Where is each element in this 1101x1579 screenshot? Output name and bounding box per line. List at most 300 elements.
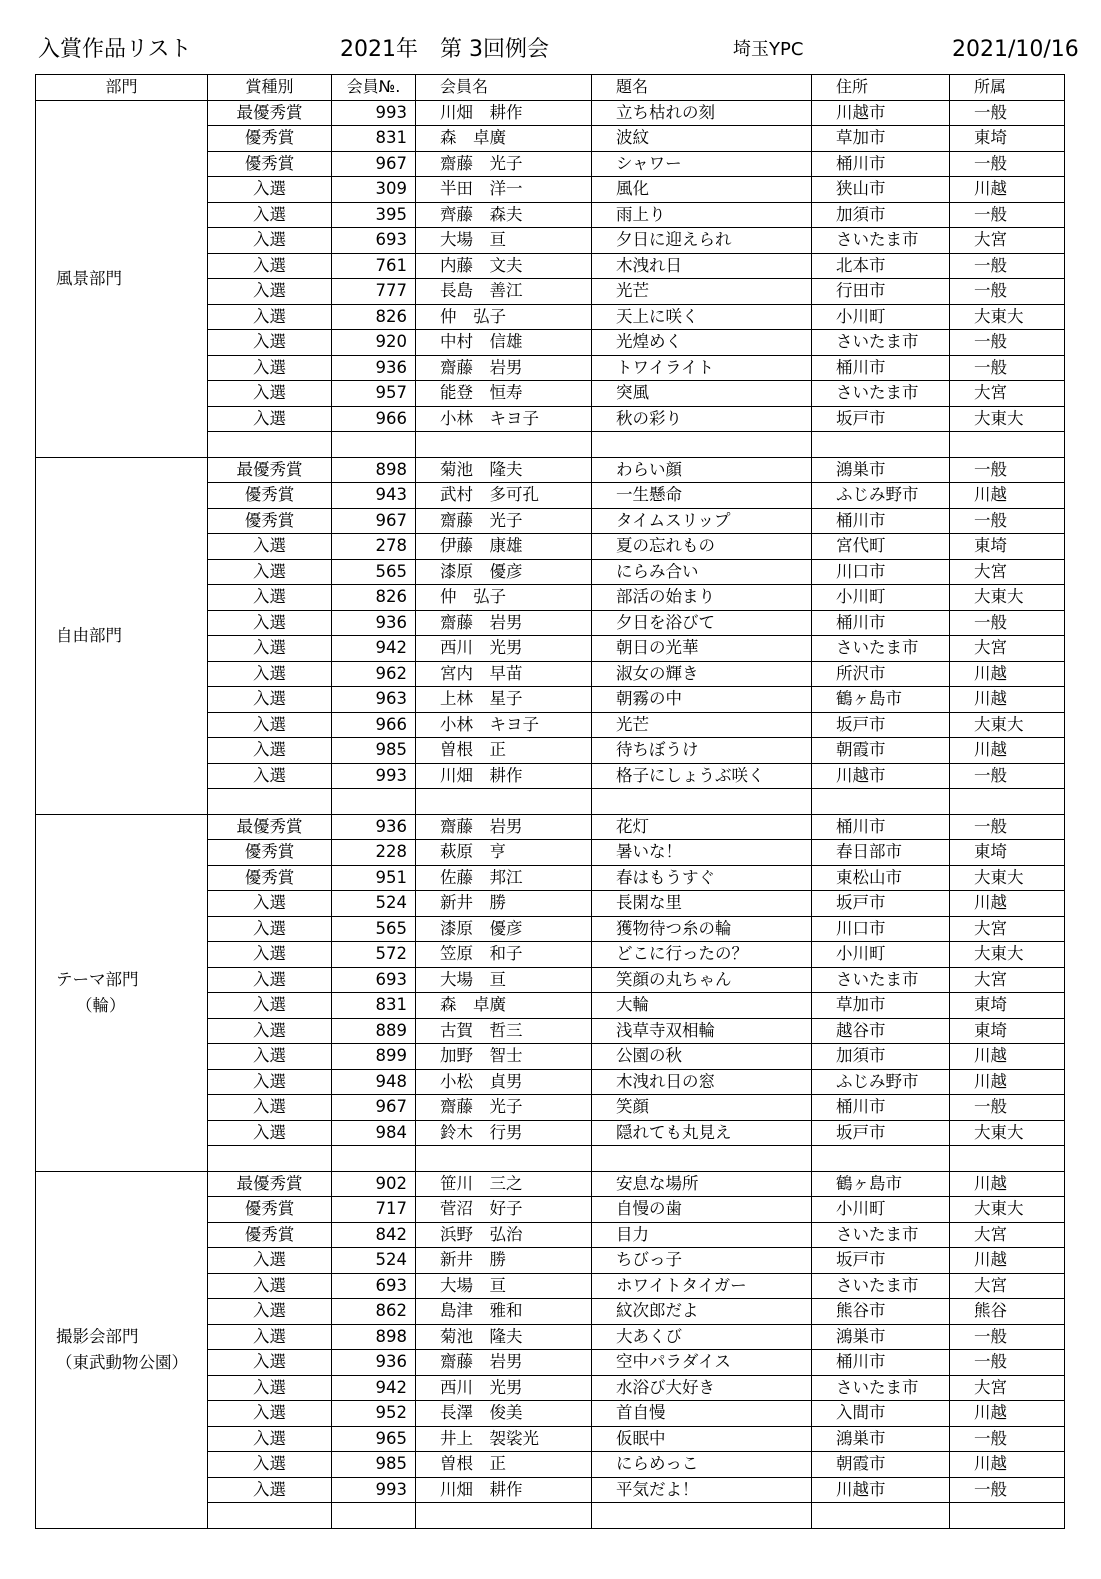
member-name: 佐藤 邦江 — [416, 865, 592, 891]
work-title: 目力 — [592, 1222, 812, 1248]
award-type: 入選 — [208, 1248, 332, 1274]
member-number: 572 — [332, 942, 416, 968]
table-row — [36, 814, 1065, 840]
member-address: 鴻巣市 — [812, 1426, 950, 1452]
member-number: 395 — [332, 202, 416, 228]
award-type: 入選 — [208, 1426, 332, 1452]
award-type: 入選 — [208, 967, 332, 993]
member-address: 桶川市 — [812, 610, 950, 636]
award-type: 入選 — [208, 1375, 332, 1401]
award-type: 入選 — [208, 1069, 332, 1095]
member-address: 小川町 — [812, 1197, 950, 1223]
member-number: 524 — [332, 1248, 416, 1274]
col-header-affiliation: 所属 — [950, 75, 1065, 101]
award-type: 入選 — [208, 942, 332, 968]
work-title: 夕日に迎えられ — [592, 228, 812, 254]
member-affiliation: 一般 — [950, 1477, 1065, 1503]
member-affiliation: 一般 — [950, 151, 1065, 177]
member-number: 278 — [332, 534, 416, 560]
col-header-member-name: 会員名 — [416, 75, 592, 101]
work-title: 夏の忘れもの — [592, 534, 812, 560]
member-address: ふじみ野市 — [812, 1069, 950, 1095]
member-number: 524 — [332, 891, 416, 917]
member-affiliation: 一般 — [950, 457, 1065, 483]
member-name: 大場 亘 — [416, 1273, 592, 1299]
col-header-title: 題名 — [592, 75, 812, 101]
work-title: 光煌めく — [592, 330, 812, 356]
member-affiliation: 一般 — [950, 279, 1065, 305]
member-name: 浜野 弘治 — [416, 1222, 592, 1248]
award-type: 入選 — [208, 1018, 332, 1044]
award-type: 入選 — [208, 738, 332, 764]
member-number: 693 — [332, 967, 416, 993]
award-type: 入選 — [208, 763, 332, 789]
award-type: 優秀賞 — [208, 840, 332, 866]
award-type: 優秀賞 — [208, 1222, 332, 1248]
member-affiliation: 川越 — [950, 891, 1065, 917]
member-affiliation: 大宮 — [950, 916, 1065, 942]
member-name — [416, 1503, 592, 1529]
member-address: 狭山市 — [812, 177, 950, 203]
member-address: 越谷市 — [812, 1018, 950, 1044]
member-address: 桶川市 — [812, 1350, 950, 1376]
member-name: 大場 亘 — [416, 228, 592, 254]
award-type: 入選 — [208, 228, 332, 254]
award-type: 入選 — [208, 891, 332, 917]
member-address: 小川町 — [812, 942, 950, 968]
award-type: 優秀賞 — [208, 508, 332, 534]
member-name: 笹川 三之 — [416, 1171, 592, 1197]
department-name: 自由部門 — [56, 625, 122, 645]
table-row — [36, 100, 1065, 126]
member-number: 826 — [332, 304, 416, 330]
award-type: 入選 — [208, 585, 332, 611]
member-number: 967 — [332, 508, 416, 534]
member-name: 菅沼 好子 — [416, 1197, 592, 1223]
member-affiliation: 東埼 — [950, 534, 1065, 560]
member-affiliation — [950, 432, 1065, 458]
member-affiliation: 一般 — [950, 253, 1065, 279]
work-title: 雨上り — [592, 202, 812, 228]
award-table — [35, 74, 1065, 1529]
work-title — [592, 1146, 812, 1172]
award-type: 入選 — [208, 687, 332, 713]
member-address: 入間市 — [812, 1401, 950, 1427]
member-address: 坂戸市 — [812, 1120, 950, 1146]
member-number: 902 — [332, 1171, 416, 1197]
member-number: 889 — [332, 1018, 416, 1044]
work-title: 淑女の輝き — [592, 661, 812, 687]
member-number: 952 — [332, 1401, 416, 1427]
department-name: 撮影会部門 — [56, 1326, 139, 1346]
member-address: 行田市 — [812, 279, 950, 305]
member-number: 965 — [332, 1426, 416, 1452]
member-name: 能登 恒寿 — [416, 381, 592, 407]
member-address: 熊谷市 — [812, 1299, 950, 1325]
member-affiliation: 大東大 — [950, 1197, 1065, 1223]
member-number: 962 — [332, 661, 416, 687]
member-address: 桶川市 — [812, 1095, 950, 1121]
member-name: 西川 光男 — [416, 1375, 592, 1401]
member-address: 桶川市 — [812, 151, 950, 177]
member-name: 菊池 隆夫 — [416, 457, 592, 483]
award-type: 入選 — [208, 355, 332, 381]
member-address: さいたま市 — [812, 1222, 950, 1248]
member-name: 齋藤 岩男 — [416, 610, 592, 636]
member-affiliation: 大東大 — [950, 942, 1065, 968]
award-type: 入選 — [208, 1299, 332, 1325]
member-address: 川口市 — [812, 916, 950, 942]
work-title: 笑顔の丸ちゃん — [592, 967, 812, 993]
member-affiliation — [950, 1503, 1065, 1529]
award-type: 優秀賞 — [208, 865, 332, 891]
member-address: 鶴ヶ島市 — [812, 687, 950, 713]
member-number: 948 — [332, 1069, 416, 1095]
work-title: 平気だよ！ — [592, 1477, 812, 1503]
member-affiliation: 大宮 — [950, 1375, 1065, 1401]
member-address: 鴻巣市 — [812, 1324, 950, 1350]
member-name: 菊池 隆夫 — [416, 1324, 592, 1350]
meeting-date: 2021/10/16 — [952, 37, 1079, 62]
work-title: 浅草寺双相輪 — [592, 1018, 812, 1044]
member-number: 936 — [332, 610, 416, 636]
member-affiliation: 一般 — [950, 1324, 1065, 1350]
member-affiliation: 川越 — [950, 1069, 1065, 1095]
member-affiliation: 熊谷 — [950, 1299, 1065, 1325]
member-number: 936 — [332, 1350, 416, 1376]
department-cell — [36, 1171, 208, 1528]
department-subtitle: （東武動物公園） — [56, 1352, 188, 1372]
award-type: 入選 — [208, 330, 332, 356]
member-address: さいたま市 — [812, 381, 950, 407]
member-address — [812, 1503, 950, 1529]
member-affiliation: 川越 — [950, 661, 1065, 687]
member-affiliation: 一般 — [950, 100, 1065, 126]
work-title: 安息な場所 — [592, 1171, 812, 1197]
member-number: 565 — [332, 916, 416, 942]
member-affiliation: 一般 — [950, 508, 1065, 534]
member-name: 西川 光男 — [416, 636, 592, 662]
member-number: 831 — [332, 126, 416, 152]
member-address: 坂戸市 — [812, 406, 950, 432]
work-title: 自慢の歯 — [592, 1197, 812, 1223]
member-address: 坂戸市 — [812, 891, 950, 917]
work-title: 立ち枯れの刻 — [592, 100, 812, 126]
work-title: 大輪 — [592, 993, 812, 1019]
member-number: 693 — [332, 1273, 416, 1299]
member-number: 228 — [332, 840, 416, 866]
award-type — [208, 1503, 332, 1529]
department-name: テーマ部門 — [56, 969, 139, 989]
member-number: 717 — [332, 1197, 416, 1223]
work-title: トワイライト — [592, 355, 812, 381]
award-type: 入選 — [208, 1044, 332, 1070]
work-title: 公園の秋 — [592, 1044, 812, 1070]
award-type: 入選 — [208, 253, 332, 279]
member-affiliation: 大宮 — [950, 1273, 1065, 1299]
member-name: 新井 勝 — [416, 1248, 592, 1274]
member-name: 中村 信雄 — [416, 330, 592, 356]
member-address: さいたま市 — [812, 228, 950, 254]
award-type: 最優秀賞 — [208, 1171, 332, 1197]
work-title: タイムスリップ — [592, 508, 812, 534]
award-type: 優秀賞 — [208, 126, 332, 152]
member-affiliation: 大東大 — [950, 585, 1065, 611]
award-type: 最優秀賞 — [208, 457, 332, 483]
member-affiliation: 一般 — [950, 355, 1065, 381]
award-type: 入選 — [208, 381, 332, 407]
member-number: 957 — [332, 381, 416, 407]
member-name: 小松 貞男 — [416, 1069, 592, 1095]
club-name: 埼玉YPC — [733, 39, 804, 60]
member-address: 桶川市 — [812, 508, 950, 534]
member-address: 桶川市 — [812, 814, 950, 840]
member-address — [812, 432, 950, 458]
award-type: 入選 — [208, 1095, 332, 1121]
member-affiliation: 大宮 — [950, 228, 1065, 254]
member-affiliation: 川越 — [950, 1248, 1065, 1274]
member-name: 齊藤 森夫 — [416, 202, 592, 228]
member-number: 936 — [332, 814, 416, 840]
award-type: 入選 — [208, 1324, 332, 1350]
table-header-row — [36, 75, 1065, 101]
member-affiliation: 川越 — [950, 177, 1065, 203]
member-affiliation: 一般 — [950, 330, 1065, 356]
work-title: 春はもうすぐ — [592, 865, 812, 891]
member-address: 加須市 — [812, 1044, 950, 1070]
member-affiliation: 一般 — [950, 1095, 1065, 1121]
work-title: シャワー — [592, 151, 812, 177]
member-name: 小林 キヨ子 — [416, 712, 592, 738]
work-title: 部活の始まり — [592, 585, 812, 611]
col-header-member-no: 会員№. — [332, 75, 416, 101]
award-type: 優秀賞 — [208, 483, 332, 509]
member-number: 984 — [332, 1120, 416, 1146]
member-number: 966 — [332, 712, 416, 738]
member-name: 曽根 正 — [416, 1452, 592, 1478]
member-affiliation: 大東大 — [950, 406, 1065, 432]
member-affiliation: 大東大 — [950, 1120, 1065, 1146]
member-affiliation: 東埼 — [950, 993, 1065, 1019]
work-title: 突風 — [592, 381, 812, 407]
work-title — [592, 432, 812, 458]
member-address: 東松山市 — [812, 865, 950, 891]
col-header-award: 賞種別 — [208, 75, 332, 101]
work-title: 朝日の光華 — [592, 636, 812, 662]
member-affiliation — [950, 789, 1065, 815]
member-name — [416, 432, 592, 458]
member-number: 943 — [332, 483, 416, 509]
member-name: 小林 キヨ子 — [416, 406, 592, 432]
member-name: 齋藤 岩男 — [416, 355, 592, 381]
award-type: 入選 — [208, 1120, 332, 1146]
award-type: 入選 — [208, 304, 332, 330]
member-name: 萩原 亨 — [416, 840, 592, 866]
member-address: 鶴ヶ島市 — [812, 1171, 950, 1197]
member-address: 草加市 — [812, 126, 950, 152]
meeting-label: 2021年 第 3回例会 — [340, 37, 549, 62]
member-name: 齋藤 岩男 — [416, 1350, 592, 1376]
work-title: 天上に咲く — [592, 304, 812, 330]
member-number: 993 — [332, 1477, 416, 1503]
work-title: 光芒 — [592, 712, 812, 738]
member-affiliation: 川越 — [950, 738, 1065, 764]
work-title: わらい顔 — [592, 457, 812, 483]
member-number: 966 — [332, 406, 416, 432]
member-name: 古賀 哲三 — [416, 1018, 592, 1044]
col-header-dept: 部門 — [36, 75, 208, 101]
award-type: 優秀賞 — [208, 151, 332, 177]
member-number — [332, 1503, 416, 1529]
award-type: 入選 — [208, 712, 332, 738]
department-name: 風景部門 — [56, 268, 122, 288]
member-address: 朝霞市 — [812, 1452, 950, 1478]
award-type: 入選 — [208, 1452, 332, 1478]
member-number: 967 — [332, 1095, 416, 1121]
award-type: 入選 — [208, 534, 332, 560]
member-name: 武村 多可孔 — [416, 483, 592, 509]
member-name: 笠原 和子 — [416, 942, 592, 968]
member-name: 内藤 文夫 — [416, 253, 592, 279]
award-type: 入選 — [208, 993, 332, 1019]
department-cell — [36, 814, 208, 1171]
member-affiliation: 川越 — [950, 1401, 1065, 1427]
member-number: 842 — [332, 1222, 416, 1248]
award-type: 最優秀賞 — [208, 100, 332, 126]
member-name — [416, 1146, 592, 1172]
member-number — [332, 1146, 416, 1172]
work-title: 隠れても丸見え — [592, 1120, 812, 1146]
work-title: 獲物待つ糸の輪 — [592, 916, 812, 942]
work-title: にらめっこ — [592, 1452, 812, 1478]
department-subtitle: （輪） — [76, 995, 126, 1015]
award-type: 最優秀賞 — [208, 814, 332, 840]
member-address: 川越市 — [812, 1477, 950, 1503]
member-number: 898 — [332, 457, 416, 483]
member-number: 309 — [332, 177, 416, 203]
work-title: 一生懸命 — [592, 483, 812, 509]
member-affiliation: 大宮 — [950, 967, 1065, 993]
member-affiliation: 一般 — [950, 1350, 1065, 1376]
member-affiliation: 大宮 — [950, 1222, 1065, 1248]
member-address: さいたま市 — [812, 967, 950, 993]
work-title: ちびっ子 — [592, 1248, 812, 1274]
member-number — [332, 432, 416, 458]
work-title — [592, 789, 812, 815]
member-affiliation: 大宮 — [950, 636, 1065, 662]
member-number: 761 — [332, 253, 416, 279]
award-type: 入選 — [208, 1401, 332, 1427]
member-affiliation: 大宮 — [950, 559, 1065, 585]
work-title: 木洩れ日の窓 — [592, 1069, 812, 1095]
member-address: 朝霞市 — [812, 738, 950, 764]
member-affiliation: 一般 — [950, 610, 1065, 636]
member-number: 963 — [332, 687, 416, 713]
member-name: 加野 智士 — [416, 1044, 592, 1070]
award-type: 入選 — [208, 1273, 332, 1299]
member-affiliation: 大東大 — [950, 865, 1065, 891]
work-title: 笑顔 — [592, 1095, 812, 1121]
member-number: 936 — [332, 355, 416, 381]
member-name: 曽根 正 — [416, 738, 592, 764]
member-address — [812, 789, 950, 815]
member-number: 693 — [332, 228, 416, 254]
work-title: 光芒 — [592, 279, 812, 305]
member-affiliation: 大東大 — [950, 712, 1065, 738]
member-name: 齋藤 岩男 — [416, 814, 592, 840]
member-affiliation: 川越 — [950, 483, 1065, 509]
member-number — [332, 789, 416, 815]
member-affiliation: 東埼 — [950, 126, 1065, 152]
work-title: 波紋 — [592, 126, 812, 152]
work-title: ホワイトタイガー — [592, 1273, 812, 1299]
work-title: 格子にしょうぶ咲く — [592, 763, 812, 789]
member-address — [812, 1146, 950, 1172]
member-number: 565 — [332, 559, 416, 585]
member-address: 桶川市 — [812, 355, 950, 381]
member-affiliation: 東埼 — [950, 1018, 1065, 1044]
member-name: 新井 勝 — [416, 891, 592, 917]
work-title: 紋次郎だよ — [592, 1299, 812, 1325]
member-address: 宮代町 — [812, 534, 950, 560]
col-header-address: 住所 — [812, 75, 950, 101]
member-name: 漆原 優彦 — [416, 559, 592, 585]
member-name: 川畑 耕作 — [416, 763, 592, 789]
member-address: 小川町 — [812, 304, 950, 330]
member-number: 826 — [332, 585, 416, 611]
member-number: 985 — [332, 738, 416, 764]
member-name: 森 卓廣 — [416, 126, 592, 152]
award-type: 入選 — [208, 916, 332, 942]
member-address: 川越市 — [812, 100, 950, 126]
page-title: 入賞作品リスト — [38, 37, 192, 62]
member-address: 川口市 — [812, 559, 950, 585]
member-number: 985 — [332, 1452, 416, 1478]
member-affiliation: 一般 — [950, 1426, 1065, 1452]
member-name: 大場 亘 — [416, 967, 592, 993]
member-number: 898 — [332, 1324, 416, 1350]
work-title: どこに行ったの？ — [592, 942, 812, 968]
member-affiliation — [950, 1146, 1065, 1172]
member-affiliation: 一般 — [950, 763, 1065, 789]
member-name: 半田 洋一 — [416, 177, 592, 203]
award-type — [208, 789, 332, 815]
member-number: 920 — [332, 330, 416, 356]
award-type — [208, 1146, 332, 1172]
award-type: 入選 — [208, 610, 332, 636]
member-number: 942 — [332, 1375, 416, 1401]
member-number: 967 — [332, 151, 416, 177]
member-address: さいたま市 — [812, 1273, 950, 1299]
member-affiliation: 一般 — [950, 814, 1065, 840]
member-address: 北本市 — [812, 253, 950, 279]
member-name: 井上 袈裟光 — [416, 1426, 592, 1452]
award-type: 入選 — [208, 559, 332, 585]
member-name: 長島 善江 — [416, 279, 592, 305]
member-name: 伊藤 康雄 — [416, 534, 592, 560]
department-cell — [36, 457, 208, 814]
member-address: 春日部市 — [812, 840, 950, 866]
table-row — [36, 1171, 1065, 1197]
member-address: さいたま市 — [812, 1375, 950, 1401]
award-type: 入選 — [208, 1477, 332, 1503]
member-number: 993 — [332, 100, 416, 126]
member-address: さいたま市 — [812, 330, 950, 356]
work-title: 木洩れ日 — [592, 253, 812, 279]
member-name: 仲 弘子 — [416, 304, 592, 330]
work-title: 風化 — [592, 177, 812, 203]
member-name: 齋藤 光子 — [416, 508, 592, 534]
